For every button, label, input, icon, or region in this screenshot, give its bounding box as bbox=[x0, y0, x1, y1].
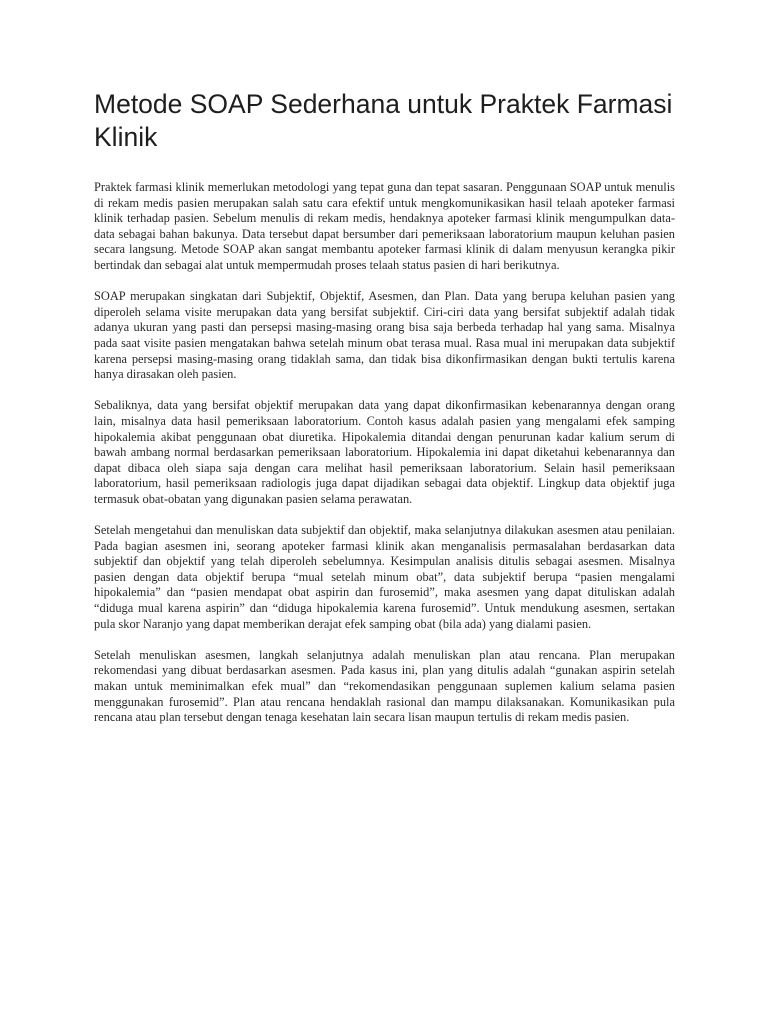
paragraph-asesmen: Setelah mengetahui dan menuliskan data subjektif dan objektif, maka selanjutnya dilakukan asesmen atau penilaian. Pada bagian asesmen ini, seorang apoteker farmasi klinik akan menganalisis permasalahan berdasarkan data subjektif dan objektif yang telah diperoleh sebelumnya. Kesimpulan analisis ditulis sebagai asesmen. Misalnya pasien dengan data objektif berupa “mual setelah minum obat”, data subjektif berupa “pasien mengalami hipokalemia” dan “pasien mendapat obat aspirin dan furosemid”, maka asesmen yang dapat dituliskan adalah “diduga mual karena aspirin” dan “diduga hipokalemia karena furosemid”. Untuk mendukung asesmen, sertakan pula skor Naranjo yang dapat memberikan derajat efek samping obat (bila ada) yang dialami pasien. bbox=[94, 523, 675, 631]
document-body bbox=[94, 180, 675, 741]
paragraph-intro: Praktek farmasi klinik memerlukan metodologi yang tepat guna dan tepat sasaran. Penggunaan SOAP untuk menulis di rekam medis pasien merupakan salah satu cara efektif untuk mengkomunikasikan hasil telaah apoteker farmasi klinik terhadap pasien. Sebelum menulis di rekam medis, hendaknya apoteker farmasi klinik mengumpulkan data-data sebagai bahan bakunya. Data tersebut dapat bersumber dari pemeriksaan laboratorium maupun keluhan pasien secara langsung. Metode SOAP akan sangat membantu apoteker farmasi klinik di dalam menyusun kerangka pikir bertindak dan sebagai alat untuk mempermudah proses telaah status pasien di hari berikutnya. bbox=[94, 180, 675, 272]
paragraph-plan: Setelah menuliskan asesmen, langkah selanjutnya adalah menuliskan plan atau rencana. Plan merupakan rekomendasi yang dibuat berdasarkan asesmen. Pada kasus ini, plan yang ditulis adalah “gunakan aspirin setelah makan untuk meminimalkan efek mual” dan “rekomendasikan penggunaan suplemen kalium selama pasien menggunakan furosemid”. Plan atau rencana hendaklah rasional dan mampu dilaksanakan. Komunikasikan pula rencana atau plan tersebut dengan tenaga kesehatan lain secara lisan maupun tertulis di rekam medis pasien. bbox=[94, 647, 675, 725]
paragraph-subjektif: SOAP merupakan singkatan dari Subjektif, Objektif, Asesmen, dan Plan. Data yang berupa keluhan pasien yang diperoleh selama visite merupakan data yang bersifat subjektif. Ciri-ciri data yang bersifat subjektif adalah tidak adanya ukuran yang pasti dan persepsi masing-masing orang bisa saja berbeda terhadap hal yang sama. Misalnya pada saat visite pasien mengatakan bahwa setelah minum obat terasa mual. Rasa mual ini merupakan data subjektif karena persepsi masing-masing orang tidaklah sama, dan tidak bisa dikonfirmasikan dengan bukti tertulis karena hanya dirasakan oleh pasien. bbox=[94, 289, 675, 382]
document-title: Metode SOAP Sederhana untuk Praktek Farmasi Klinik bbox=[94, 89, 673, 152]
paragraph-objektif: Sebaliknya, data yang bersifat objektif merupakan data yang dapat dikonfirmasikan kebenarannya dengan orang lain, misalnya data hasil pemeriksaan laboratorium. Contoh kasus adalah pasien yang mengalami efek samping hipokalemia akibat penggunaan obat diuretika. Hipokalemia ditandai dengan penurunan kadar kalium serum di bawah ambang normal berdasarkan pemeriksaan laboratorium. Hipokalemia ini dapat diketahui kebenarannya dan dapat dibaca oleh siapa saja dengan cara melihat hasil pemeriksaan laboratorium. Selain hasil pemeriksaan laboratorium, hasil pemeriksaan radiologis juga dapat dijadikan sebagai data objektif. Lingkup data objektif juga termasuk obat-obatan yang digunakan pasien selama perawatan. bbox=[94, 398, 675, 506]
